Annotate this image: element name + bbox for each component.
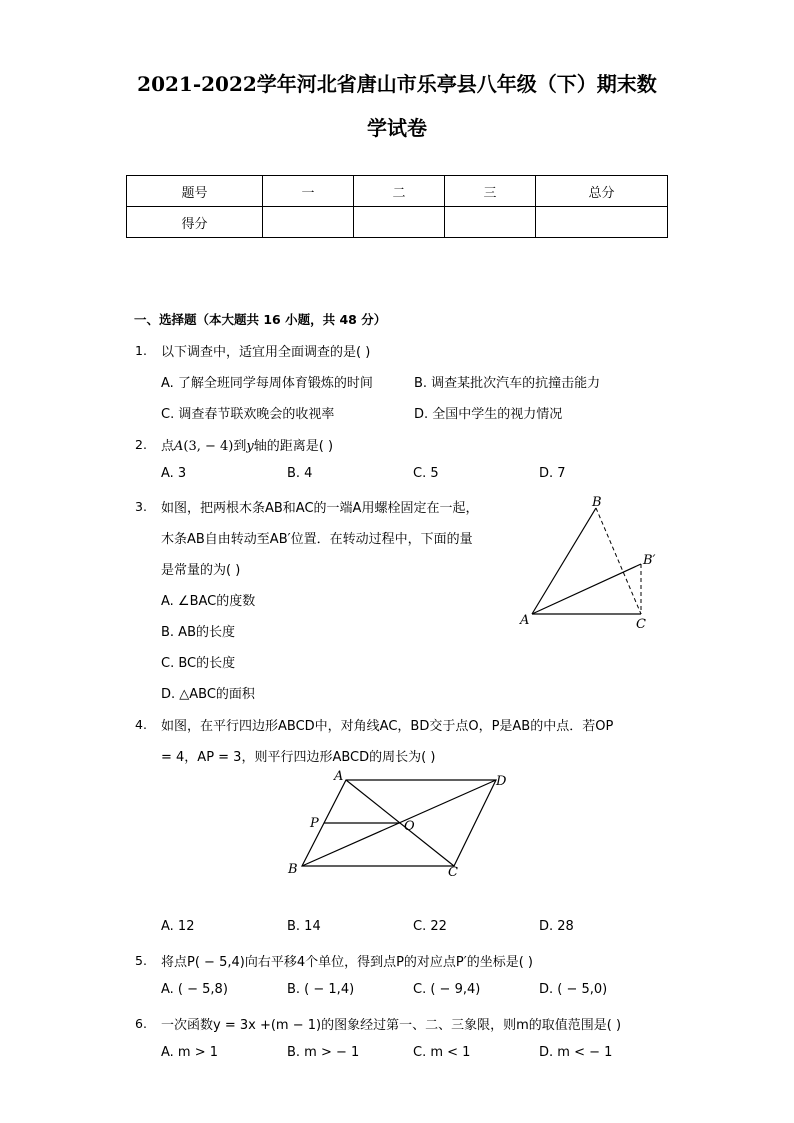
score-header-cell: 总分 bbox=[536, 176, 668, 207]
label-b: B bbox=[288, 862, 298, 877]
option-d: D. ( − 5,0) bbox=[539, 982, 608, 997]
question-text: 以下调查中，适宜用全面调查的是( ) bbox=[161, 345, 371, 360]
score-header-cell: 题号 bbox=[127, 176, 263, 207]
question-text-line: 是常量的为( ) bbox=[161, 563, 241, 578]
option-a: A. m > 1 bbox=[161, 1045, 219, 1060]
option-b: B. AB的长度 bbox=[161, 625, 235, 640]
option-b: B. ( − 1,4) bbox=[287, 982, 355, 997]
option-c: C. 5 bbox=[413, 466, 439, 481]
score-cell bbox=[263, 207, 354, 238]
question-text-line: 木条AB自由转动至AB′位置．在转动过程中，下面的量 bbox=[161, 532, 473, 547]
score-cell bbox=[354, 207, 445, 238]
option-a: A. ( − 5,8) bbox=[161, 982, 228, 997]
dashed-bc bbox=[596, 508, 641, 614]
score-cell bbox=[536, 207, 668, 238]
question-number: 1. bbox=[135, 343, 147, 358]
score-table bbox=[126, 175, 668, 238]
question-number: 3. bbox=[135, 499, 147, 514]
option-a: A. 3 bbox=[161, 466, 187, 481]
option-c: C. 调查春节联欢晚会的收视率 bbox=[161, 407, 335, 422]
score-table-header-row bbox=[127, 176, 668, 207]
option-d: D. 28 bbox=[539, 919, 574, 934]
option-b: B. m > − 1 bbox=[287, 1045, 360, 1060]
option-d: D. m < − 1 bbox=[539, 1045, 613, 1060]
option-d: D. 全国中学生的视力情况 bbox=[414, 407, 563, 422]
label-d: D bbox=[496, 774, 507, 789]
section-heading: 一、选择题（本大题共 16 小题，共 48 分） bbox=[134, 312, 387, 327]
option-c: C. m < 1 bbox=[413, 1045, 471, 1060]
document-title-line2: 学试卷 bbox=[367, 116, 427, 140]
score-header-cell: 三 bbox=[445, 176, 536, 207]
question-number: 2. bbox=[135, 437, 147, 452]
label-c: C bbox=[448, 865, 458, 880]
score-row-label: 得分 bbox=[127, 207, 263, 238]
document-title-line1: 2021-2022学年河北省唐山市乐亭县八年级（下）期末数 bbox=[137, 72, 657, 96]
label-b: B bbox=[592, 495, 602, 510]
option-a: A. ∠BAC的度数 bbox=[161, 594, 256, 609]
option-d: D. △ABC的面积 bbox=[161, 687, 255, 702]
figure-rotating-sticks bbox=[510, 490, 670, 635]
label-a: A bbox=[334, 769, 344, 784]
figure-parallelogram bbox=[280, 768, 520, 883]
score-header-cell: 二 bbox=[354, 176, 445, 207]
label-o: O bbox=[404, 819, 415, 834]
option-b: B. 14 bbox=[287, 919, 321, 934]
option-c: C. 22 bbox=[413, 919, 447, 934]
label-c: C bbox=[636, 617, 646, 632]
label-p: P bbox=[310, 816, 319, 831]
option-b: B. 调查某批次汽车的抗撞击能力 bbox=[414, 376, 601, 391]
question-text-line: 如图，把两根木条AB和AC的一端A用螺栓固定在一起， bbox=[161, 501, 479, 516]
option-d: D. 7 bbox=[539, 466, 566, 481]
score-table-score-row bbox=[127, 207, 668, 238]
question-text: 将点P( − 5,4)向右平移4个单位，得到点P的对应点P′的坐标是( ) bbox=[161, 955, 533, 970]
label-a: A bbox=[520, 613, 530, 628]
segment-ab bbox=[532, 508, 596, 614]
option-c: C. ( − 9,4) bbox=[413, 982, 481, 997]
segment-ab-prime bbox=[532, 564, 641, 614]
question-text-line: = 4，AP = 3，则平行四边形ABCD的周长为( ) bbox=[161, 750, 436, 765]
option-c: C. BC的长度 bbox=[161, 656, 236, 671]
score-header-cell: 一 bbox=[263, 176, 354, 207]
option-b: B. 4 bbox=[287, 466, 313, 481]
question-number: 6. bbox=[135, 1016, 147, 1031]
score-cell bbox=[445, 207, 536, 238]
question-number: 5. bbox=[135, 953, 147, 968]
question-text: 点A(3, − 4)到y轴的距离是( ) bbox=[161, 439, 334, 454]
question-number: 4. bbox=[135, 717, 147, 732]
question-text: 一次函数y = 3x +(m − 1)的图象经过第一、二、三象限，则m的取值范围是( ) bbox=[161, 1018, 622, 1033]
option-a: A. 了解全班同学每周体育锻炼的时间 bbox=[161, 376, 373, 391]
option-a: A. 12 bbox=[161, 919, 195, 934]
label-b-prime: B′ bbox=[643, 553, 656, 568]
question-text-line: 如图，在平行四边形ABCD中，对角线AC，BD交于点O，P是AB的中点．若OP bbox=[161, 719, 614, 734]
